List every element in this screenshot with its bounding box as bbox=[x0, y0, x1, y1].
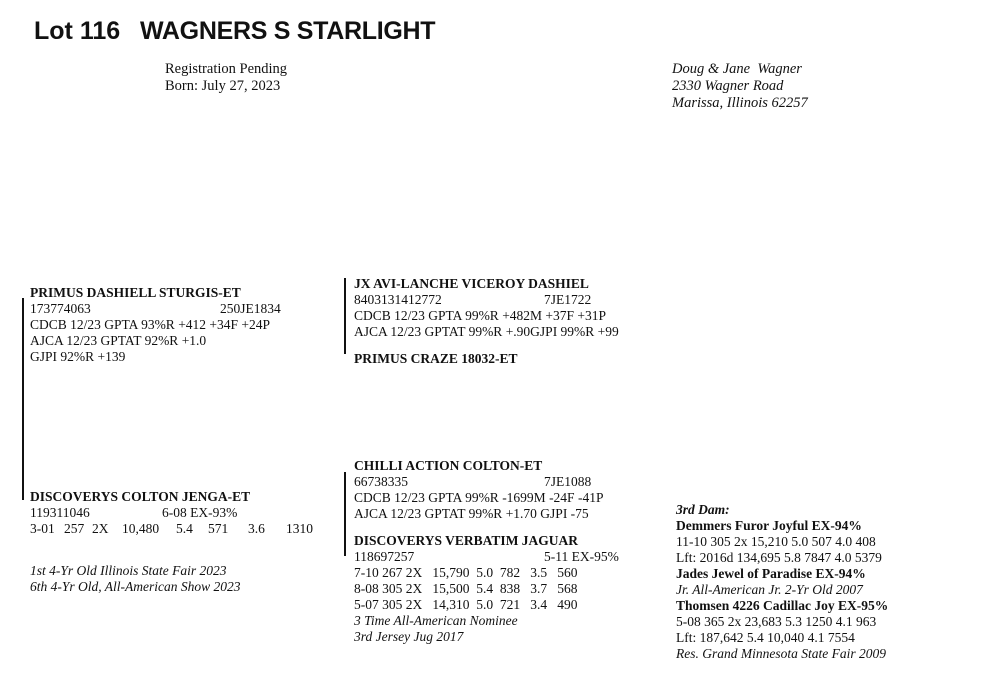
dam-record-days: 257 bbox=[64, 521, 85, 536]
sire-sire-id-row bbox=[354, 292, 684, 308]
dam-record-fat: 571 bbox=[208, 521, 229, 536]
dam-sire-block bbox=[354, 458, 684, 522]
sire-sire-reg: 8403131412772 bbox=[354, 292, 442, 307]
dam-record-protein-pct: 3.6 bbox=[248, 521, 265, 536]
fifth-dam-name: Thomsen 4226 Cadillac Joy EX-95% bbox=[676, 598, 889, 613]
dam-record-fat-pct: 5.4 bbox=[176, 521, 193, 536]
sire-line: CDCB 12/23 GPTA 93%R +412 +34F +24P bbox=[30, 317, 271, 332]
fifth-dam-line: Lft: 187,642 5.4 10,040 4.1 7554 bbox=[676, 630, 855, 645]
sire-name: PRIMUS DASHIELL STURGIS-ET bbox=[30, 285, 241, 300]
dam-dam-record: 5-07 305 2X 14,310 5.0 721 3.4 490 bbox=[354, 597, 578, 612]
dam-record-age: 3-01 bbox=[30, 521, 55, 536]
dam-dam-block bbox=[354, 533, 654, 645]
third-dam-line: 11-10 305 2x 15,210 5.0 507 4.0 408 bbox=[676, 534, 876, 549]
sire-sire-name: JX AVI-LANCHE VICEROY DASHIEL bbox=[354, 276, 589, 291]
fourth-dam-name: Jades Jewel of Paradise EX-94% bbox=[676, 566, 866, 581]
dam-dam-record: 7-10 267 2X 15,790 5.0 782 3.5 560 bbox=[354, 565, 578, 580]
owner-city: Marissa, Illinois 62257 bbox=[672, 95, 808, 111]
dam-sire-code: 7JE1088 bbox=[544, 474, 592, 489]
sire-dam-name: PRIMUS CRAZE 18032-ET bbox=[354, 351, 518, 366]
sire-block bbox=[30, 285, 330, 365]
sire-sire-line: AJCA 12/23 GPTAT 99%R +.90GJPI 99%R +99 bbox=[354, 324, 619, 339]
dam-record-milkings: 2X bbox=[92, 521, 109, 536]
dam-dam-id-row bbox=[354, 549, 654, 565]
dam-record-protein: 1310 bbox=[286, 521, 313, 536]
third-dam-line: Lft: 2016d 134,695 5.8 7847 4.0 5379 bbox=[676, 550, 882, 565]
owner-address: 2330 Wagner Road bbox=[672, 78, 784, 94]
dam-notes bbox=[30, 563, 241, 595]
dam-sire-id-row bbox=[354, 474, 684, 490]
sire-parents-connector bbox=[344, 278, 346, 354]
dam-sire-name: CHILLI ACTION COLTON-ET bbox=[354, 458, 543, 473]
animal-name: WAGNERS S STARLIGHT bbox=[140, 17, 436, 45]
sire-line: GJPI 92%R +139 bbox=[30, 349, 126, 364]
dam-dam-note: 3 Time All-American Nominee bbox=[354, 613, 518, 628]
dam-sire-line: AJCA 12/23 GPTAT 99%R +1.70 GJPI -75 bbox=[354, 506, 589, 521]
dam-sire-line: CDCB 12/23 GPTA 99%R -1699M -24F -41P bbox=[354, 490, 604, 505]
third-dam-block bbox=[676, 502, 986, 662]
dam-dam-record: 8-08 305 2X 15,500 5.4 838 3.7 568 bbox=[354, 581, 578, 596]
dam-dam-classification: 5-11 EX-95% bbox=[544, 549, 619, 564]
third-dam-entry-name: Demmers Furor Joyful EX-94% bbox=[676, 518, 862, 533]
sire-code: 250JE1834 bbox=[220, 301, 281, 316]
dam-name: DISCOVERYS COLTON JENGA-ET bbox=[30, 489, 251, 504]
sire-dam-connector bbox=[22, 298, 24, 500]
dam-dam-note: 3rd Jersey Jug 2017 bbox=[354, 629, 464, 644]
registration-block bbox=[165, 61, 287, 95]
dam-dam-name: DISCOVERYS VERBATIM JAGUAR bbox=[354, 533, 579, 548]
dam-sire-reg: 66738335 bbox=[354, 474, 408, 489]
lot-number: Lot 116 bbox=[34, 17, 121, 45]
dam-reg: 119311046 bbox=[30, 505, 90, 520]
sire-id-row bbox=[30, 301, 330, 317]
sire-reg: 173774063 bbox=[30, 301, 91, 316]
dam-id-row bbox=[30, 505, 330, 521]
sire-line: AJCA 12/23 GPTAT 92%R +1.0 bbox=[30, 333, 207, 348]
fourth-dam-note: Jr. All-American Jr. 2-Yr Old 2007 bbox=[676, 582, 863, 597]
dam-block bbox=[30, 489, 330, 537]
dam-dam-reg: 118697257 bbox=[354, 549, 415, 564]
dam-note: 1st 4-Yr Old Illinois State Fair 2023 bbox=[30, 563, 227, 578]
sire-sire-line: CDCB 12/23 GPTA 99%R +482M +37F +31P bbox=[354, 308, 607, 323]
sire-sire-block bbox=[354, 276, 684, 340]
third-dam-heading: 3rd Dam: bbox=[676, 502, 730, 517]
registration-status: Registration Pending bbox=[165, 61, 288, 77]
owner-block bbox=[672, 61, 808, 112]
dam-record-row bbox=[30, 521, 330, 537]
fifth-dam-line: 5-08 365 2x 23,683 5.3 1250 4.1 963 bbox=[676, 614, 877, 629]
sire-sire-code: 7JE1722 bbox=[544, 292, 592, 307]
dam-parents-connector bbox=[344, 472, 346, 556]
dam-classification: 6-08 EX-93% bbox=[162, 505, 238, 520]
owner-name: Doug & Jane Wagner bbox=[672, 61, 802, 77]
dam-note: 6th 4-Yr Old, All-American Show 2023 bbox=[30, 579, 241, 594]
fifth-dam-note: Res. Grand Minnesota State Fair 2009 bbox=[676, 646, 886, 661]
dam-record-milk: 10,480 bbox=[122, 521, 160, 536]
birth-date: Born: July 27, 2023 bbox=[165, 78, 281, 94]
